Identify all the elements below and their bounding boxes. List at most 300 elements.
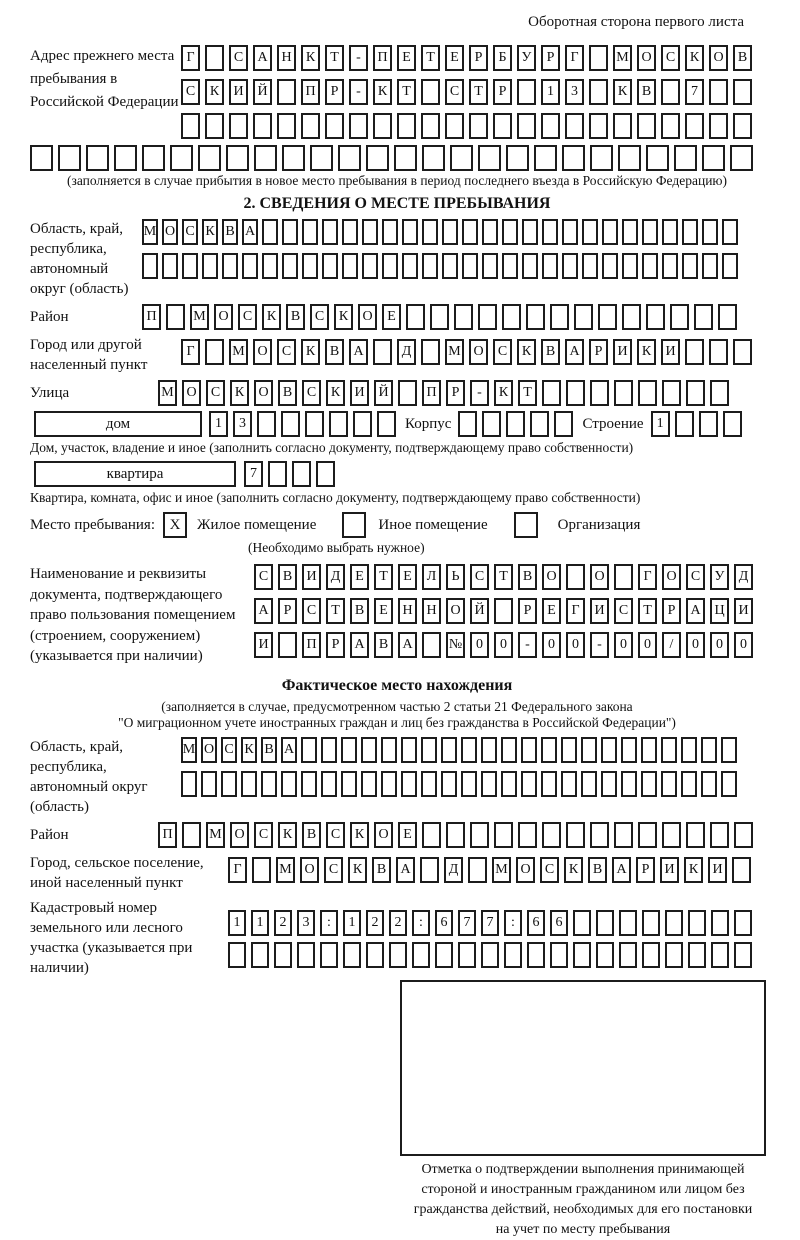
char-cell-empty[interactable]: [733, 339, 752, 365]
char-cell[interactable]: -: [470, 380, 489, 406]
char-cell[interactable]: 1: [343, 910, 361, 936]
char-cell-empty[interactable]: [478, 145, 501, 171]
char-cell[interactable]: К: [684, 857, 703, 883]
char-cell[interactable]: М: [445, 339, 464, 365]
char-cell-empty[interactable]: [228, 942, 246, 968]
char-cell-empty[interactable]: [642, 910, 660, 936]
char-cell[interactable]: О: [358, 304, 377, 330]
char-cell[interactable]: К: [494, 380, 513, 406]
char-cell-empty[interactable]: [262, 253, 278, 279]
char-cell-empty[interactable]: [542, 380, 561, 406]
char-cell[interactable]: Е: [382, 304, 401, 330]
char-cell-empty[interactable]: [493, 113, 512, 139]
char-cell[interactable]: П: [302, 632, 321, 658]
char-cell-empty[interactable]: [550, 942, 568, 968]
char-cell-empty[interactable]: [582, 253, 598, 279]
char-cell[interactable]: П: [158, 822, 177, 848]
char-cell-empty[interactable]: [342, 253, 358, 279]
char-cell-empty[interactable]: [506, 411, 525, 437]
char-cell-empty[interactable]: [723, 411, 742, 437]
char-cell[interactable]: 1: [651, 411, 670, 437]
char-cell-empty[interactable]: [482, 253, 498, 279]
char-cell[interactable]: К: [564, 857, 583, 883]
char-cell[interactable]: К: [278, 822, 297, 848]
char-cell-empty[interactable]: [565, 113, 584, 139]
char-cell[interactable]: К: [230, 380, 249, 406]
char-cell[interactable]: С: [661, 45, 680, 71]
char-cell[interactable]: 1: [209, 411, 228, 437]
char-cell-empty[interactable]: [305, 411, 324, 437]
char-cell[interactable]: Т: [326, 598, 345, 624]
char-cell-empty[interactable]: [618, 145, 641, 171]
char-cell-empty[interactable]: [229, 113, 248, 139]
char-cell-empty[interactable]: [665, 942, 683, 968]
char-cell-empty[interactable]: [242, 253, 258, 279]
char-cell-empty[interactable]: [732, 857, 751, 883]
char-cell[interactable]: Е: [374, 598, 393, 624]
char-cell-empty[interactable]: [342, 219, 358, 245]
char-cell-empty[interactable]: [420, 857, 439, 883]
char-cell-empty[interactable]: [517, 79, 536, 105]
char-cell-empty[interactable]: [198, 145, 221, 171]
char-cell[interactable]: А: [350, 632, 369, 658]
char-cell-empty[interactable]: [685, 113, 704, 139]
char-cell[interactable]: Й: [470, 598, 489, 624]
char-cell-empty[interactable]: [589, 79, 608, 105]
char-cell-empty[interactable]: [722, 219, 738, 245]
char-cell-empty[interactable]: [361, 771, 377, 797]
char-cell-empty[interactable]: [596, 910, 614, 936]
char-cell-empty[interactable]: [468, 857, 487, 883]
char-cell[interactable]: -: [349, 45, 368, 71]
char-cell-empty[interactable]: [710, 822, 729, 848]
char-cell[interactable]: Ь: [446, 564, 465, 590]
char-cell-empty[interactable]: [446, 822, 465, 848]
char-cell-empty[interactable]: [688, 942, 706, 968]
char-cell[interactable]: В: [733, 45, 752, 71]
char-cell[interactable]: А: [398, 632, 417, 658]
stay-option-other-checkbox[interactable]: [342, 512, 366, 538]
char-cell[interactable]: Р: [326, 632, 345, 658]
char-cell[interactable]: О: [182, 380, 201, 406]
char-cell-empty[interactable]: [711, 910, 729, 936]
char-cell[interactable]: -: [349, 79, 368, 105]
char-cell-empty[interactable]: [646, 304, 665, 330]
char-cell-empty[interactable]: [373, 113, 392, 139]
char-cell-empty[interactable]: [430, 304, 449, 330]
char-cell-empty[interactable]: [205, 45, 224, 71]
char-cell[interactable]: 3: [297, 910, 315, 936]
char-cell-empty[interactable]: [341, 737, 357, 763]
char-cell-empty[interactable]: [590, 822, 609, 848]
char-cell-empty[interactable]: [402, 219, 418, 245]
char-cell[interactable]: С: [182, 219, 198, 245]
char-cell-empty[interactable]: [282, 145, 305, 171]
char-cell[interactable]: К: [517, 339, 536, 365]
char-cell-empty[interactable]: [349, 113, 368, 139]
char-cell-empty[interactable]: [598, 304, 617, 330]
char-cell-empty[interactable]: [274, 942, 292, 968]
char-cell[interactable]: П: [422, 380, 441, 406]
char-cell-empty[interactable]: [302, 253, 318, 279]
char-cell-empty[interactable]: [596, 942, 614, 968]
char-cell-empty[interactable]: [722, 253, 738, 279]
char-cell-empty[interactable]: [502, 253, 518, 279]
char-cell[interactable]: О: [709, 45, 728, 71]
char-cell-empty[interactable]: [681, 737, 697, 763]
char-cell-empty[interactable]: [482, 219, 498, 245]
char-cell-empty[interactable]: [478, 304, 497, 330]
char-cell-empty[interactable]: [422, 253, 438, 279]
char-cell[interactable]: 0: [494, 632, 513, 658]
char-cell-empty[interactable]: [721, 737, 737, 763]
char-cell-empty[interactable]: [686, 380, 705, 406]
char-cell-empty[interactable]: [682, 253, 698, 279]
char-cell-empty[interactable]: [397, 113, 416, 139]
char-cell[interactable]: К: [301, 339, 320, 365]
char-cell[interactable]: В: [222, 219, 238, 245]
char-cell[interactable]: Р: [662, 598, 681, 624]
char-cell[interactable]: С: [206, 380, 225, 406]
char-cell-empty[interactable]: [202, 253, 218, 279]
char-cell[interactable]: У: [517, 45, 536, 71]
char-cell-empty[interactable]: [278, 632, 297, 658]
char-cell-empty[interactable]: [665, 910, 683, 936]
char-cell-empty[interactable]: [494, 598, 513, 624]
char-cell-empty[interactable]: [58, 145, 81, 171]
char-cell-empty[interactable]: [681, 771, 697, 797]
char-cell-empty[interactable]: [469, 113, 488, 139]
char-cell-empty[interactable]: [441, 771, 457, 797]
char-cell[interactable]: Р: [446, 380, 465, 406]
char-cell[interactable]: Р: [325, 79, 344, 105]
char-cell-empty[interactable]: [506, 145, 529, 171]
char-cell-empty[interactable]: [481, 771, 497, 797]
char-cell[interactable]: Г: [228, 857, 247, 883]
char-cell-empty[interactable]: [482, 411, 501, 437]
char-cell[interactable]: :: [412, 910, 430, 936]
char-cell[interactable]: 2: [366, 910, 384, 936]
char-cell[interactable]: Б: [493, 45, 512, 71]
char-cell-empty[interactable]: [702, 145, 725, 171]
char-cell-empty[interactable]: [422, 219, 438, 245]
char-cell[interactable]: К: [241, 737, 257, 763]
char-cell[interactable]: Р: [541, 45, 560, 71]
char-cell[interactable]: Е: [398, 822, 417, 848]
char-cell-empty[interactable]: [702, 219, 718, 245]
char-cell[interactable]: О: [469, 339, 488, 365]
char-cell[interactable]: Е: [397, 45, 416, 71]
char-cell-empty[interactable]: [321, 737, 337, 763]
char-cell[interactable]: И: [661, 339, 680, 365]
char-cell[interactable]: Р: [636, 857, 655, 883]
char-cell[interactable]: В: [518, 564, 537, 590]
char-cell[interactable]: И: [708, 857, 727, 883]
char-cell-empty[interactable]: [582, 219, 598, 245]
char-cell[interactable]: Р: [469, 45, 488, 71]
char-cell[interactable]: 6: [550, 910, 568, 936]
char-cell[interactable]: 3: [233, 411, 252, 437]
char-cell[interactable]: И: [350, 380, 369, 406]
char-cell-empty[interactable]: [221, 771, 237, 797]
char-cell-empty[interactable]: [734, 822, 753, 848]
char-cell[interactable]: Й: [253, 79, 272, 105]
char-cell[interactable]: О: [214, 304, 233, 330]
char-cell-empty[interactable]: [421, 339, 440, 365]
char-cell-empty[interactable]: [462, 253, 478, 279]
char-cell-empty[interactable]: [454, 304, 473, 330]
char-cell[interactable]: О: [201, 737, 217, 763]
char-cell-empty[interactable]: [590, 145, 613, 171]
char-cell[interactable]: О: [542, 564, 561, 590]
char-cell-empty[interactable]: [661, 771, 677, 797]
char-cell-empty[interactable]: [257, 411, 276, 437]
char-cell-empty[interactable]: [701, 737, 717, 763]
char-cell[interactable]: 0: [710, 632, 729, 658]
char-cell-empty[interactable]: [389, 942, 407, 968]
char-cell-empty[interactable]: [277, 113, 296, 139]
char-cell[interactable]: Г: [638, 564, 657, 590]
char-cell[interactable]: М: [190, 304, 209, 330]
char-cell-empty[interactable]: [622, 304, 641, 330]
char-cell[interactable]: 0: [470, 632, 489, 658]
char-cell-empty[interactable]: [573, 910, 591, 936]
char-cell-empty[interactable]: [522, 219, 538, 245]
char-cell-empty[interactable]: [297, 942, 315, 968]
stay-option-residential-checkbox[interactable]: X: [163, 512, 187, 538]
char-cell[interactable]: О: [374, 822, 393, 848]
char-cell-empty[interactable]: [562, 253, 578, 279]
char-cell[interactable]: М: [142, 219, 158, 245]
char-cell-empty[interactable]: [421, 79, 440, 105]
char-cell[interactable]: М: [158, 380, 177, 406]
char-cell-empty[interactable]: [581, 771, 597, 797]
char-cell-empty[interactable]: [421, 737, 437, 763]
char-cell[interactable]: С: [540, 857, 559, 883]
char-cell[interactable]: Н: [422, 598, 441, 624]
char-cell-empty[interactable]: [694, 304, 713, 330]
char-cell-empty[interactable]: [642, 253, 658, 279]
char-cell-empty[interactable]: [542, 822, 561, 848]
char-cell-empty[interactable]: [361, 737, 377, 763]
char-cell[interactable]: 0: [614, 632, 633, 658]
char-cell[interactable]: В: [588, 857, 607, 883]
char-cell-empty[interactable]: [181, 113, 200, 139]
char-cell[interactable]: 0: [638, 632, 657, 658]
char-cell-empty[interactable]: [442, 253, 458, 279]
char-cell-empty[interactable]: [494, 822, 513, 848]
char-cell[interactable]: К: [373, 79, 392, 105]
char-cell[interactable]: Р: [493, 79, 512, 105]
char-cell[interactable]: 7: [481, 910, 499, 936]
char-cell-empty[interactable]: [685, 339, 704, 365]
char-cell[interactable]: Р: [518, 598, 537, 624]
char-cell-empty[interactable]: [534, 145, 557, 171]
char-cell[interactable]: В: [372, 857, 391, 883]
char-cell-empty[interactable]: [541, 737, 557, 763]
char-cell-empty[interactable]: [462, 219, 478, 245]
char-cell[interactable]: С: [614, 598, 633, 624]
char-cell[interactable]: С: [310, 304, 329, 330]
char-cell-empty[interactable]: [254, 145, 277, 171]
char-cell-empty[interactable]: [366, 942, 384, 968]
char-cell[interactable]: В: [637, 79, 656, 105]
char-cell-empty[interactable]: [205, 113, 224, 139]
char-cell[interactable]: Г: [565, 45, 584, 71]
char-cell[interactable]: П: [373, 45, 392, 71]
char-cell[interactable]: К: [202, 219, 218, 245]
char-cell-empty[interactable]: [619, 910, 637, 936]
char-cell-empty[interactable]: [526, 304, 545, 330]
char-cell-empty[interactable]: [412, 942, 430, 968]
char-cell-empty[interactable]: [721, 771, 737, 797]
char-cell[interactable]: П: [142, 304, 161, 330]
char-cell[interactable]: Т: [494, 564, 513, 590]
char-cell-empty[interactable]: [162, 253, 178, 279]
char-cell[interactable]: К: [637, 339, 656, 365]
char-cell-empty[interactable]: [86, 145, 109, 171]
char-cell-empty[interactable]: [252, 857, 271, 883]
char-cell-empty[interactable]: [406, 304, 425, 330]
char-cell[interactable]: О: [516, 857, 535, 883]
char-cell[interactable]: М: [181, 737, 197, 763]
char-cell-empty[interactable]: [251, 942, 269, 968]
char-cell-empty[interactable]: [502, 219, 518, 245]
char-cell-empty[interactable]: [614, 564, 633, 590]
char-cell[interactable]: Т: [518, 380, 537, 406]
char-cell[interactable]: А: [349, 339, 368, 365]
char-cell-empty[interactable]: [561, 771, 577, 797]
char-cell[interactable]: В: [286, 304, 305, 330]
char-cell-empty[interactable]: [646, 145, 669, 171]
char-cell-empty[interactable]: [292, 461, 311, 487]
char-cell-empty[interactable]: [366, 145, 389, 171]
char-cell[interactable]: С: [302, 380, 321, 406]
char-cell-empty[interactable]: [589, 45, 608, 71]
char-cell[interactable]: /: [662, 632, 681, 658]
char-cell[interactable]: К: [350, 822, 369, 848]
char-cell-empty[interactable]: [573, 942, 591, 968]
char-cell-empty[interactable]: [661, 113, 680, 139]
char-cell-empty[interactable]: [581, 737, 597, 763]
char-cell-empty[interactable]: [329, 411, 348, 437]
char-cell-empty[interactable]: [281, 411, 300, 437]
char-cell[interactable]: С: [302, 598, 321, 624]
char-cell[interactable]: К: [262, 304, 281, 330]
char-cell-empty[interactable]: [170, 145, 193, 171]
char-cell-empty[interactable]: [662, 253, 678, 279]
char-cell[interactable]: Р: [589, 339, 608, 365]
char-cell[interactable]: О: [162, 219, 178, 245]
char-cell-empty[interactable]: [322, 253, 338, 279]
char-cell[interactable]: Н: [277, 45, 296, 71]
char-cell-empty[interactable]: [613, 113, 632, 139]
char-cell-empty[interactable]: [458, 942, 476, 968]
char-cell-empty[interactable]: [550, 304, 569, 330]
char-cell[interactable]: А: [565, 339, 584, 365]
char-cell-empty[interactable]: [642, 219, 658, 245]
char-cell-empty[interactable]: [166, 304, 185, 330]
char-cell-empty[interactable]: [450, 145, 473, 171]
char-cell[interactable]: Д: [397, 339, 416, 365]
char-cell-empty[interactable]: [222, 253, 238, 279]
char-cell-empty[interactable]: [614, 822, 633, 848]
char-cell[interactable]: М: [229, 339, 248, 365]
char-cell[interactable]: С: [277, 339, 296, 365]
char-cell-empty[interactable]: [422, 632, 441, 658]
char-cell[interactable]: В: [350, 598, 369, 624]
char-cell[interactable]: О: [254, 380, 273, 406]
char-cell[interactable]: М: [206, 822, 225, 848]
char-cell-empty[interactable]: [398, 380, 417, 406]
char-cell[interactable]: 2: [274, 910, 292, 936]
char-cell-empty[interactable]: [622, 253, 638, 279]
char-cell-empty[interactable]: [241, 771, 257, 797]
char-cell[interactable]: М: [613, 45, 632, 71]
char-cell[interactable]: А: [242, 219, 258, 245]
char-cell[interactable]: С: [229, 45, 248, 71]
char-cell[interactable]: О: [662, 564, 681, 590]
char-cell-empty[interactable]: [530, 411, 549, 437]
char-cell[interactable]: 0: [734, 632, 753, 658]
char-cell-empty[interactable]: [301, 737, 317, 763]
char-cell-empty[interactable]: [338, 145, 361, 171]
char-cell[interactable]: С: [493, 339, 512, 365]
char-cell-empty[interactable]: [181, 771, 197, 797]
char-cell-empty[interactable]: [622, 219, 638, 245]
char-cell[interactable]: Т: [325, 45, 344, 71]
char-cell-empty[interactable]: [268, 461, 287, 487]
char-cell-empty[interactable]: [709, 339, 728, 365]
char-cell-empty[interactable]: [734, 910, 752, 936]
char-cell[interactable]: Т: [638, 598, 657, 624]
char-cell-empty[interactable]: [461, 737, 477, 763]
char-cell[interactable]: Д: [444, 857, 463, 883]
char-cell[interactable]: И: [302, 564, 321, 590]
char-cell-empty[interactable]: [637, 113, 656, 139]
char-cell-empty[interactable]: [362, 219, 378, 245]
char-cell[interactable]: Е: [398, 564, 417, 590]
char-cell-empty[interactable]: [461, 771, 477, 797]
char-cell-empty[interactable]: [711, 942, 729, 968]
char-cell[interactable]: В: [325, 339, 344, 365]
char-cell[interactable]: :: [320, 910, 338, 936]
char-cell[interactable]: В: [374, 632, 393, 658]
char-cell[interactable]: :: [504, 910, 522, 936]
char-cell-empty[interactable]: [661, 737, 677, 763]
char-cell-empty[interactable]: [458, 411, 477, 437]
char-cell[interactable]: С: [238, 304, 257, 330]
char-cell-empty[interactable]: [542, 219, 558, 245]
char-cell-empty[interactable]: [662, 822, 681, 848]
char-cell-empty[interactable]: [504, 942, 522, 968]
char-cell-empty[interactable]: [401, 737, 417, 763]
char-cell[interactable]: А: [686, 598, 705, 624]
char-cell-empty[interactable]: [182, 822, 201, 848]
char-cell[interactable]: О: [230, 822, 249, 848]
char-cell-empty[interactable]: [421, 113, 440, 139]
char-cell-empty[interactable]: [674, 145, 697, 171]
char-cell-empty[interactable]: [362, 253, 378, 279]
char-cell[interactable]: Д: [326, 564, 345, 590]
char-cell-empty[interactable]: [382, 253, 398, 279]
char-cell-empty[interactable]: [734, 942, 752, 968]
char-cell[interactable]: В: [261, 737, 277, 763]
char-cell-empty[interactable]: [709, 79, 728, 105]
char-cell[interactable]: Л: [422, 564, 441, 590]
char-cell[interactable]: С: [686, 564, 705, 590]
char-cell-empty[interactable]: [641, 737, 657, 763]
